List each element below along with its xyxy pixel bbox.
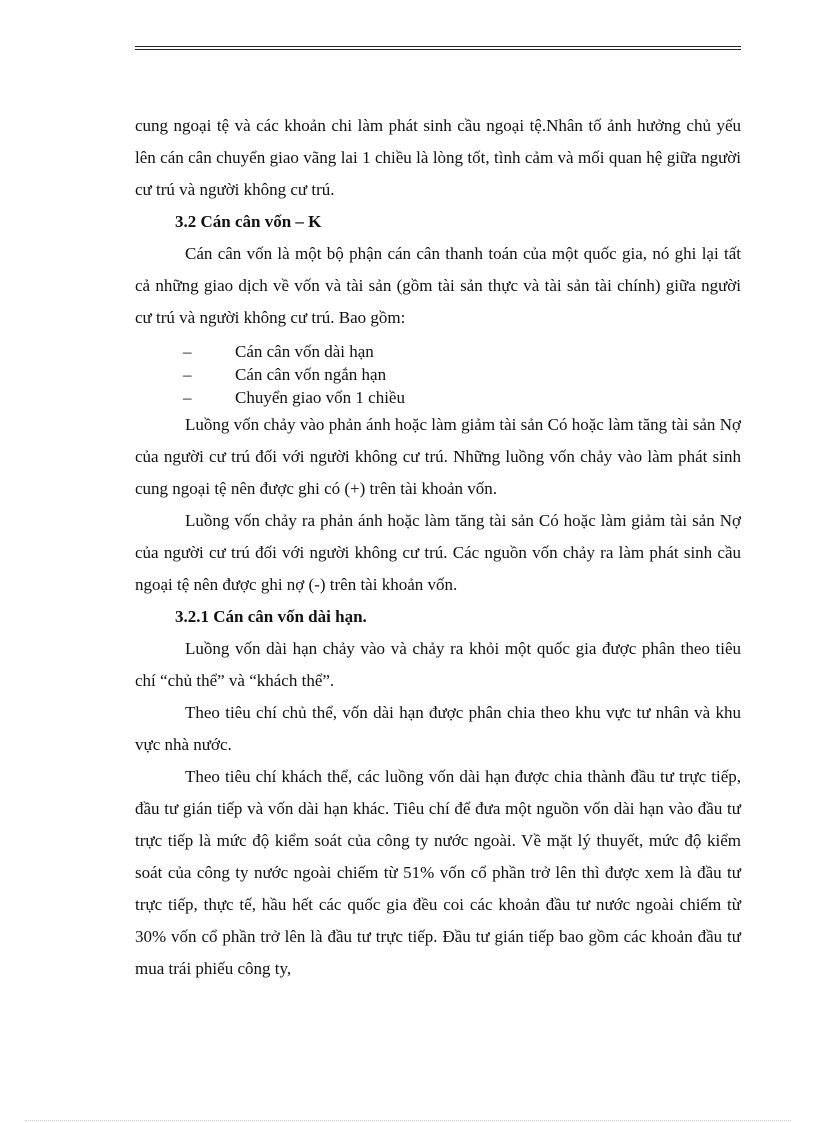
list-item: – Cán cân vốn dài hạn xyxy=(183,342,374,361)
dash-marker: – xyxy=(183,342,192,361)
paragraph-1: cung ngoại tệ và các khoản chi làm phát sinh cầu ngoại tệ.Nhân tố ảnh hưởng chủ yếu lên cán cân chuyển giao vãng lai 1 chiều là lòng tốt, tình cảm và mối quan hệ giữa người cư trú và người không cư trú. xyxy=(135,116,741,199)
header-rule-top xyxy=(135,46,741,47)
paragraph-2: Cán cân vốn là một bộ phận cán cân thanh toán của một quốc gia, nó ghi lại tất cả những giao dịch về vốn và tài sản (gồm tài sản thực và tài sản tài chính) giữa người cư trú và người không cư trú. Bao gồm: xyxy=(135,244,741,327)
dash-marker: – xyxy=(183,365,192,384)
paragraph-6: Theo tiêu chí chủ thể, vốn dài hạn được phân chia theo khu vực tư nhân và khu vực nhà nước. xyxy=(135,703,741,754)
dash-marker: – xyxy=(183,388,192,407)
paragraph-4: Luồng vốn chảy ra phản ánh hoặc làm tăng tài sản Có hoặc làm giảm tài sản Nợ của người cư trú đối với người không cư trú. Các nguồn vốn chảy ra làm phát sinh cầu ngoại tệ nên được ghi nợ (-) trên tài khoản vốn. xyxy=(135,511,741,594)
paragraph-5: Luồng vốn dài hạn chảy vào và chảy ra khỏi một quốc gia được phân theo tiêu chí “chủ thể” và “khách thể”. xyxy=(135,639,741,690)
page-bottom-border xyxy=(25,1120,791,1121)
list-item: – Cán cân vốn ngắn hạn xyxy=(183,365,387,384)
list-item: – Chuyển giao vốn 1 chiều xyxy=(183,388,405,407)
paragraph-7: Theo tiêu chí khách thể, các luồng vốn dài hạn được chia thành đầu tư trực tiếp, đầu tư gián tiếp và vốn dài hạn khác. Tiêu chí để đưa một nguồn vốn dài hạn vào đầu tư trực tiếp là mức độ kiểm soát của công ty nước ngoài. Về mặt lý thuyết, mức độ kiểm soát của công ty nước ngoài chiếm từ 51% vốn cổ phần trở lên thì được xem là đầu tư trực tiếp, thực tế, hầu hết các quốc gia đều coi các khoản đầu tư nước ngoài chiếm từ 30% vốn cổ phần trở lên là đầu tư trực tiếp. Đầu tư gián tiếp bao gồm các khoản đầu tư mua trái phiếu công ty, xyxy=(135,767,741,978)
document-body xyxy=(135,110,741,985)
heading-3-2-1: 3.2.1 Cán cân vốn dài hạn. xyxy=(175,607,367,626)
header-rule-bottom xyxy=(135,49,741,50)
capital-account-list xyxy=(135,340,741,409)
paragraph-3: Luồng vốn chảy vào phản ánh hoặc làm giảm tài sản Có hoặc làm tăng tài sản Nợ của người cư trú đối với người không cư trú. Những luồng vốn chảy vào làm phát sinh cung ngoại tệ nên được ghi có (+) trên tài khoản vốn. xyxy=(135,415,741,498)
heading-3-2: 3.2 Cán cân vốn – K xyxy=(175,212,322,231)
